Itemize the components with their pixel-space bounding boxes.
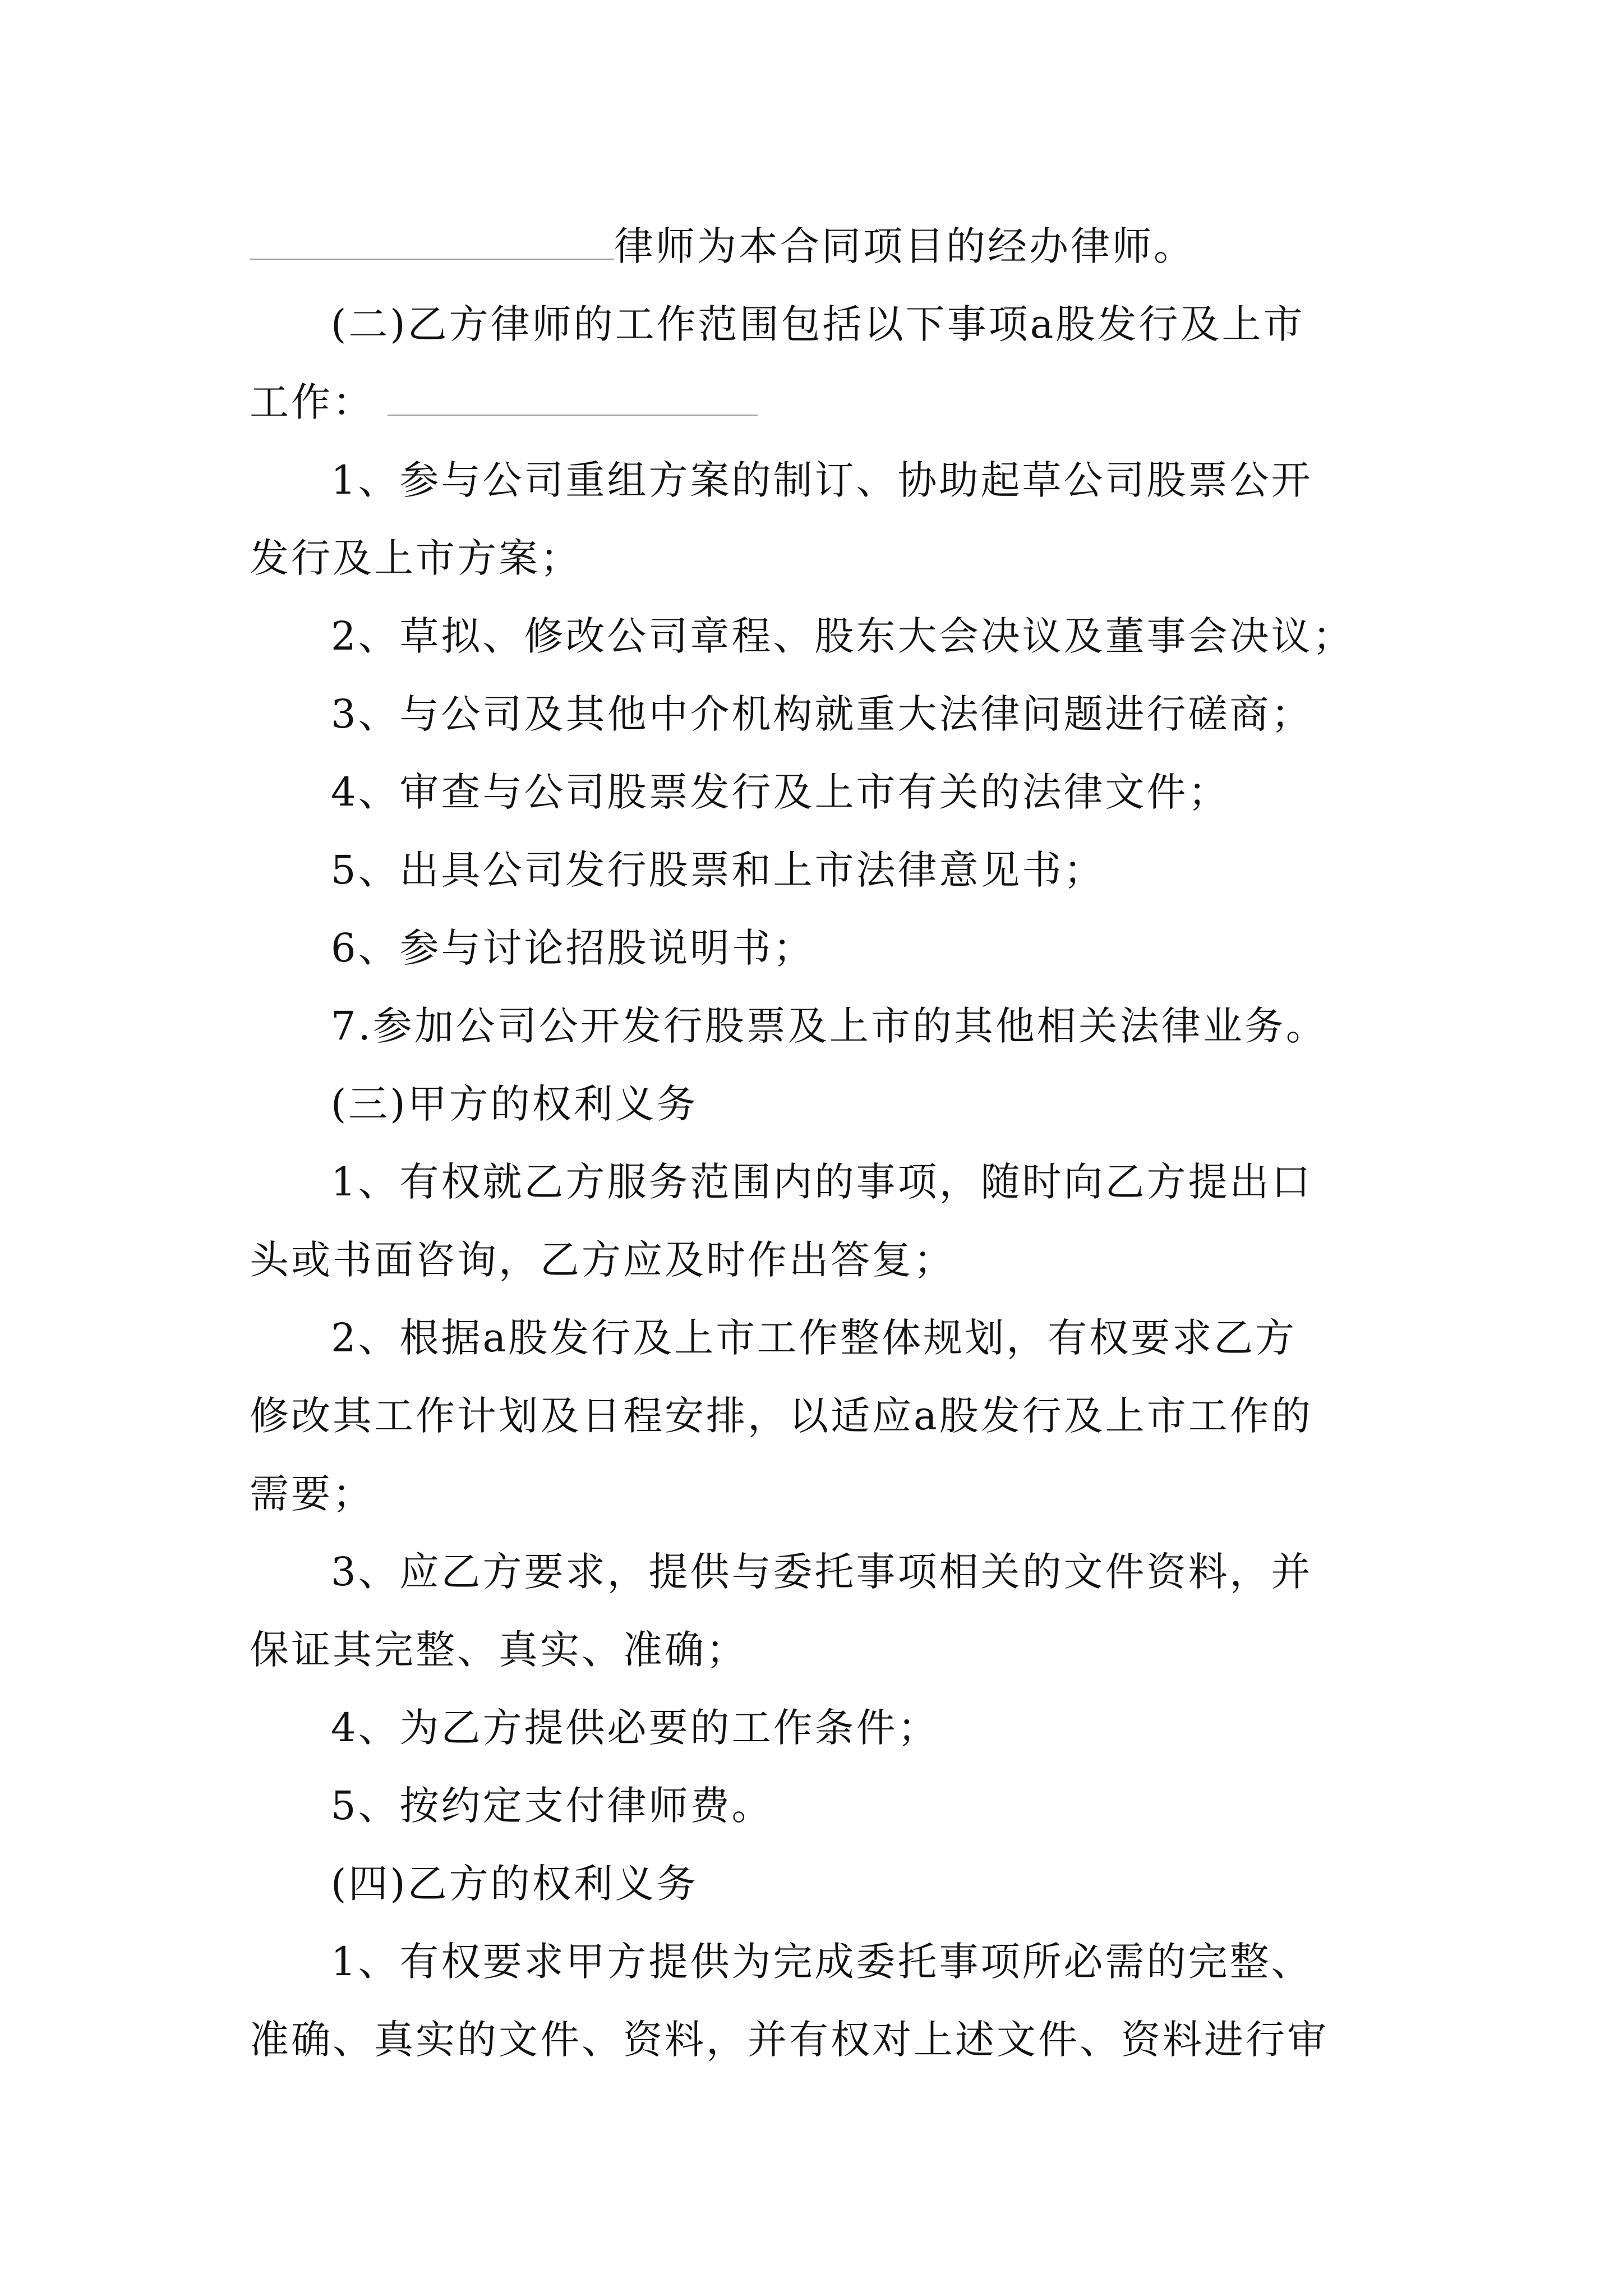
line-text: (二)乙方律师的工作范围包括以下事项a股发行及上市: [331, 301, 1305, 347]
line-text: 需要；: [250, 1471, 374, 1517]
list-item: [250, 987, 1388, 1065]
line-text: 保证其完整、真实、准确；: [250, 1627, 748, 1673]
list-item: [250, 1143, 1388, 1221]
line-text: (四)乙方的权利义务: [331, 1861, 698, 1907]
text-line: [250, 1455, 1388, 1533]
list-item: [250, 753, 1388, 831]
line-text: 2、根据a股发行及上市工作整体规划，有权要求乙方: [331, 1315, 1297, 1361]
text-line: [250, 208, 1388, 286]
list-item: [250, 1299, 1388, 1377]
list-item: [250, 1767, 1388, 1845]
fill-in-blank[interactable]: [388, 374, 758, 416]
text-line: [250, 1611, 1388, 1689]
line-text: 4、为乙方提供必要的工作条件；: [331, 1705, 939, 1751]
line-text: 5、出具公司发行股票和上市法律意见书；: [331, 847, 1105, 893]
section-heading: [250, 1845, 1388, 1923]
line-text: 准确、真实的文件、资料，并有权对上述文件、资料进行审: [250, 2017, 1329, 2063]
line-text: 3、应乙方要求，提供与委托事项相关的文件资料，并: [331, 1549, 1313, 1595]
line-text: 3、与公司及其他中介机构就重大法律问题进行磋商；: [331, 691, 1313, 737]
list-item: [250, 597, 1388, 675]
line-text: 工作：: [250, 379, 374, 425]
document-body: [250, 208, 1388, 2079]
text-line: [250, 2001, 1388, 2079]
line-text: 发行及上市方案；: [250, 535, 582, 581]
line-text: 2、草拟、修改公司章程、股东大会决议及董事会决议；: [331, 613, 1354, 659]
line-text: 5、按约定支付律师费。: [331, 1783, 773, 1829]
list-item: [250, 1689, 1388, 1767]
line-text: 1、有权要求甲方提供为完成委托事项所必需的完整、: [331, 1939, 1313, 1985]
line-text: 1、参与公司重组方案的制订、协助起草公司股票公开: [331, 457, 1313, 503]
line-text: 修改其工作计划及日程安排，以适应a股发行及上市工作的: [250, 1393, 1313, 1439]
section-heading: [250, 1065, 1388, 1143]
line-text: 4、审查与公司股票发行及上市有关的法律文件；: [331, 769, 1230, 815]
line-text: 7.参加公司公开发行股票及上市的其他相关法律业务。: [331, 1003, 1327, 1049]
line-text: 1、有权就乙方服务范围内的事项，随时向乙方提出口: [331, 1159, 1313, 1205]
list-item: [250, 909, 1388, 987]
text-line: [250, 364, 1388, 441]
line-text: 律师为本合同项目的经办律师。: [614, 223, 1195, 269]
list-item: [250, 441, 1388, 519]
text-line: [250, 519, 1388, 597]
list-item: [250, 1533, 1388, 1611]
list-item: [250, 1923, 1388, 2001]
list-item: [250, 675, 1388, 753]
fill-in-blank[interactable]: [250, 218, 614, 260]
line-text: (三)甲方的权利义务: [331, 1081, 698, 1127]
line-text: 头或书面咨询，乙方应及时作出答复；: [250, 1237, 955, 1283]
text-line: [250, 1221, 1388, 1299]
line-text: 6、参与讨论招股说明书；: [331, 925, 815, 971]
list-item: [250, 831, 1388, 909]
section-heading: [250, 286, 1388, 364]
text-line: [250, 1377, 1388, 1455]
